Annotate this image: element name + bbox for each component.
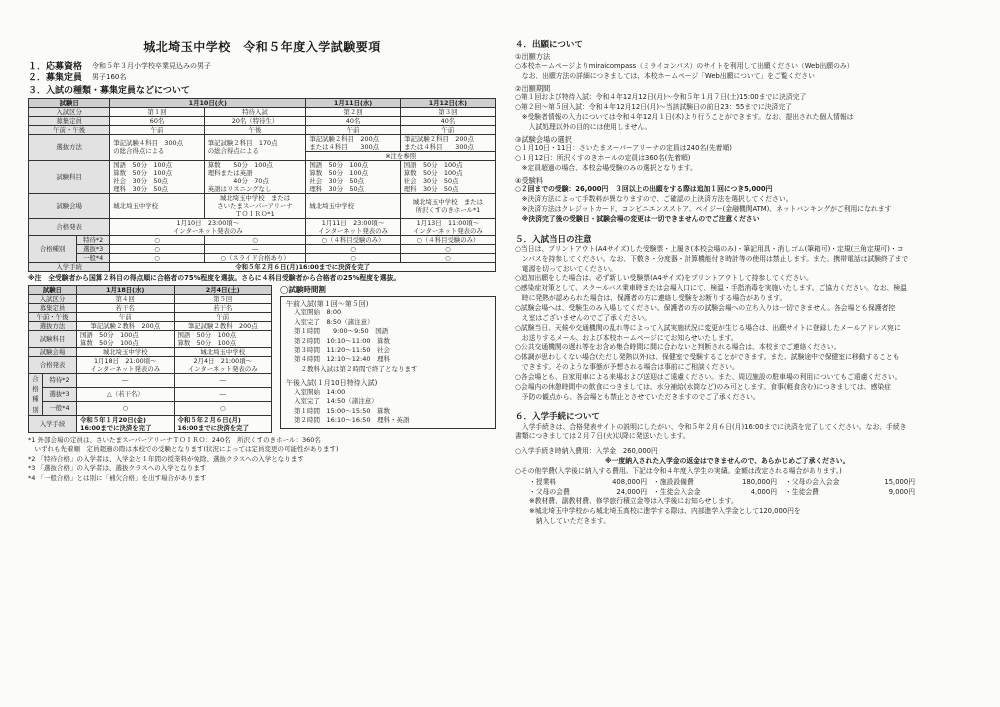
exam-table-1-header xyxy=(29,98,496,107)
table-row xyxy=(29,356,272,373)
exam-day-item: ○試験当日、天候や交通機関の乱れ等によって入試実施状況に変更が生じる場合は、出願サイトに登録したメールアドレス宛に お送りするメール、および本校ホームページにてお知らせいたします。 xyxy=(515,323,901,342)
eligibility-label: １．応募資格 xyxy=(28,62,83,73)
left-column xyxy=(28,40,496,483)
table-cell: △（若干名） xyxy=(77,387,175,401)
table-row xyxy=(29,401,272,415)
table-cell: 筆記試験２教科 200点 xyxy=(77,321,175,330)
table-cell: ― xyxy=(77,373,175,387)
fee-value: 15,000円 xyxy=(884,477,915,486)
table-cell: 第４回 xyxy=(77,294,175,303)
row-head: 午前・午後 xyxy=(29,312,77,321)
table-cell: ○（４科目受験のみ） xyxy=(400,235,495,244)
table-header: 2月4日(土) xyxy=(174,285,272,294)
table-cell: 第３回 xyxy=(400,107,495,116)
application-period-text: ○第１回および特待入試：令和４年12月12日(月)～令和５年１月７日(土)15:00までに決済完了 ○第２回～第５回入試：令和４年12月12日(月)～当該試験日の前日23：55までに決済完了 ※受験者情報の入力については令和４年12月１日(木)より行うことができます。なお、提出された個人情報は 入試処理以外の目的には使用しません。 xyxy=(515,93,854,131)
table-cell: 令和５年２月６日(月) 16:00までに決済を完了 xyxy=(174,415,272,432)
row-head: 入試区分 xyxy=(29,107,110,116)
table-cell: 2月4日 21:00頃～ インターネット発表のみ xyxy=(174,356,272,373)
exam-fee-notes: ※決済方法によって手数料が異なりますので、ご確認の上決済方法を選択してください。 ※決済方法はクレジットカード、コンビニエンスストア、ペイジー(金融機関ATM)、ネットバンキングがご利用になれます xyxy=(521,195,892,214)
table-cell: ○ xyxy=(204,235,306,244)
table-row xyxy=(29,116,496,125)
table-row xyxy=(29,193,496,218)
row-head: 募集定員 xyxy=(29,303,77,312)
table-row xyxy=(29,235,496,244)
table-row xyxy=(29,125,496,134)
table-cell: ○ xyxy=(306,253,400,262)
exam-table-2 xyxy=(28,285,272,433)
table-row xyxy=(29,387,272,401)
capacity-line xyxy=(28,73,496,84)
exam-day-item: ○試験会場へは、受験生のみ入場してください。保護者の方の試験会場への立ち入りは一切できません。各会場とも保護者控 え室はございませんのでご了承ください。 xyxy=(515,303,896,322)
table-cell: ― xyxy=(174,387,272,401)
fee-value: 180,000円 xyxy=(742,477,777,486)
row-head: 試験会場 xyxy=(29,347,77,356)
table-cell: 午前 xyxy=(306,125,400,134)
table-cell: 午前 xyxy=(400,125,495,134)
table-cell: ○ xyxy=(110,244,204,253)
exam-day-item: ○公共交通機関の遅れ等をお含め集合時間に間に合わないと判断される場合は、本校までご連絡ください。 xyxy=(515,343,841,352)
table-row xyxy=(29,160,496,193)
row-head: 選抜方法 xyxy=(29,134,110,160)
exam-day-heading: ５．入試当日の注意 xyxy=(515,234,592,245)
table-row xyxy=(29,262,496,271)
table-cell: 国語 50分 100点 算数 50分 100点 xyxy=(77,330,175,347)
enrollment-heading: ６．入学手続について xyxy=(515,412,600,423)
table-cell: ○ xyxy=(400,244,495,253)
row-head: 特待*2 xyxy=(77,235,110,244)
table-row xyxy=(29,321,272,330)
table-cell: 午前 xyxy=(110,125,204,134)
exam-day-item: ○当日は、プリントアウト(A4サイズ)した受験票・上履き(本校会場のみ)・筆記用具・消しゴム(筆箱可)・定規(三角定規可)・コ ンパスを持参してください。なお、下敷き・分度器・計算機能付き時計等の使用は禁止します。また、携帯電話は試験終了まで 電源を切っておいてください。 xyxy=(515,244,909,273)
timetable-pm-heading: 午後入試(１月10日特待入試) xyxy=(286,379,378,388)
row-head: 入試区分 xyxy=(29,294,77,303)
table-cell: 城北埼玉中学校 または 所沢くすのきホール*1 xyxy=(400,193,495,218)
table-cell: 城北埼玉中学校 xyxy=(174,347,272,356)
table-cell: 40名 xyxy=(400,116,495,125)
table-cell: 筆記試験４科目 300点 の総合得点による xyxy=(110,134,204,160)
row-head: 特待*2 xyxy=(43,373,77,387)
timetable-pm-lines: 入室開始 14:00 入室完了 14:50（諸注意） 第１時間 15:00～15:50 算数 第２時間 16:10～16:50 理科・英語 xyxy=(294,387,410,424)
table-row xyxy=(29,253,496,262)
capacity-text: 男子160名 xyxy=(92,73,127,82)
table-row xyxy=(29,294,272,303)
gokaku-head: 合格種別 xyxy=(29,235,77,262)
table-cell: ○ xyxy=(110,235,204,244)
other-fees-heading: ○その他学費(入学後に納入する費用。下記は令和４年度入学生の実績。金額は改定される場合があります。) xyxy=(515,466,842,475)
exam-day-item: ○追加出願をした場合は、必ず新しい受験票(A4サイズ)をプリントアウトして持参してください。 xyxy=(515,274,813,283)
timetable-am-lines: 入室開始 8:00 入室完了 8:50（諸注意） 第１時間 9:00～9:50 国語 第２時間 10:10～11:00 算数 第３時間 11:20～11:50 社会 第４時間 12:10～12:40 理科 ２教科入試は第２時間で終了となります xyxy=(294,308,418,373)
exam-fee-main: ○２回までの受験：26,000円 ３回以上の出願をする際は追加１回につき5,000円 xyxy=(515,185,773,194)
table-cell: 筆記試験２教科 200点 xyxy=(174,321,272,330)
table-row xyxy=(29,373,272,387)
venue-choice-heading: ③試験会場の選択 xyxy=(515,134,572,144)
timetable-box xyxy=(280,296,496,429)
timetable-title: ◯試験時間割 xyxy=(280,284,326,294)
table-header: 試験日 xyxy=(29,285,77,294)
exam-table-2-header xyxy=(29,285,272,294)
fee-row xyxy=(515,477,975,487)
exam-day-item: ○会場内の休憩時間中の飲食につきましては、水分補給(水筒など)のみ可とします。食事(軽食含む)につきましては、感染症 予防の観点から、各会場とも禁止とさせていただきますのでご了承ください。 xyxy=(515,382,891,401)
table-cell: 40名 xyxy=(306,116,400,125)
table-row xyxy=(29,303,272,312)
table-header: 1月10日(火) xyxy=(110,98,306,107)
table-cell: 20名（特待生） xyxy=(204,116,306,125)
timetable-block xyxy=(280,285,496,433)
exam-fee-heading: ④受験料 xyxy=(515,175,544,185)
fee-note: ※教材費、副教材費、修学旅行積立金等は入学後にお知らせします。 xyxy=(529,497,738,506)
fee-value: 408,000円 xyxy=(612,477,647,486)
table-cell: 城北埼玉中学校 xyxy=(77,347,175,356)
row-head: 試験科目 xyxy=(29,330,77,347)
fee-label: ・父母の会費 xyxy=(529,488,570,496)
table-cell: ― xyxy=(174,373,272,387)
table-cell: ○（４科目受験のみ） xyxy=(306,235,400,244)
table-cell: 算数 50分 100点 理科または英語 40分 70点 英語はリスニングなし xyxy=(204,160,306,193)
table-cell: 1月11日 23:00頃～ インターネット発表のみ xyxy=(306,218,400,235)
table-cell: 国語 50分 100点 算数 50分 100点 社会 30分 50点 理科 30分 50点 xyxy=(306,160,400,193)
capacity-label: ２．募集定員 xyxy=(28,73,83,84)
lower-left-block xyxy=(28,285,496,433)
exam-day-item: ○各会場とも、自家用車による来場および送迎はご遠慮ください。また、周辺施設の駐車場の利用についてもご遠慮ください。 xyxy=(515,372,902,381)
note-reference: ※注を参照 xyxy=(306,151,495,160)
exam-day-item: ○体調が思わしくない場合(ただし発熱以外)は、保健室で受験することができます。また、試験途中で保健室に移動することも できます。そのような事態が予想される場合は事前にご相談ください。 xyxy=(515,353,900,372)
table-cell: 午前 xyxy=(77,312,175,321)
row-head: 選抜*3 xyxy=(43,387,77,401)
row-head: 一般*4 xyxy=(43,401,77,415)
table-cell: 1月10日 23:00頃～ インターネット発表のみ xyxy=(110,218,306,235)
row-head: 合格発表 xyxy=(29,218,110,235)
table-cell: ○ xyxy=(174,401,272,415)
exam-table-1 xyxy=(28,98,496,272)
table-cell: ― xyxy=(204,244,306,253)
row-head: 選抜*3 xyxy=(77,244,110,253)
eligibility-line xyxy=(28,62,496,73)
table-cell: 若干名 xyxy=(174,303,272,312)
exam-types-heading: ３．入試の種類・募集定員などについて xyxy=(28,85,190,96)
table-cell: 国語 50分 100点 算数 50分 100点 xyxy=(174,330,272,347)
table-row xyxy=(29,107,496,116)
table-cell: 筆記試験２科目 170点 の総合得点による xyxy=(204,134,306,160)
fee-row xyxy=(515,487,975,497)
table-cell: 特待入試 xyxy=(204,107,306,116)
fee-value: 4,000円 xyxy=(750,488,777,496)
row-head: 選抜方法 xyxy=(29,321,77,330)
right-column xyxy=(515,40,975,527)
table-cell-text: 筆記試験２科目 200点 または４科目 300点 xyxy=(404,134,474,151)
table-cell: ○ xyxy=(77,401,175,415)
table-cell: 1月13日 11:00頃～ インターネット発表のみ xyxy=(400,218,495,235)
table-cell: 令和５年１月20日(金) 16:00までに決済を完了 xyxy=(77,415,175,432)
row-head: 試験科目 xyxy=(29,160,110,193)
table-cell: ○ xyxy=(400,253,495,262)
table-cell: ○ xyxy=(306,244,400,253)
row-head: 一般*4 xyxy=(77,253,110,262)
table-cell: 城北埼玉中学校 または さいたまスーパーアリーナ ＴＯＩＲＯ*1 xyxy=(204,193,306,218)
row-head: 試験会場 xyxy=(29,193,110,218)
exam-day-item: ○感染症対策として、スクールバス乗車時または会場入口にて、検温・手指消毒を実施いたします。ご協力ください。なお、検温 時に発熱が認められた場合は、保護者の方に連絡し受験をお断りする場合があります。 xyxy=(515,284,907,303)
enrollment-fee: ○入学手続き時納入費用：入学金 260,000円 xyxy=(515,447,658,456)
page-title: 城北埼玉中学校 令和５年度入学試験要項 xyxy=(143,40,381,54)
table-header: 1月18日(水) xyxy=(77,285,175,294)
table-row xyxy=(29,330,272,347)
row-head: 募集定員 xyxy=(29,116,110,125)
selection-note: ※注 全受験者から国算２科目の得点順に合格者の75%程度を選抜。さらに４科目受験者から合格者の25%程度を選抜。 xyxy=(28,273,401,282)
table-cell: 国語 50分 100点 算数 50分 100点 社会 30分 50点 理科 30分 50点 xyxy=(110,160,204,193)
fee-label: ・施設設備費 xyxy=(653,477,694,486)
fee-value: 24,000円 xyxy=(616,488,647,496)
table-row xyxy=(29,134,496,160)
table-cell: 若干名 xyxy=(77,303,175,312)
table-header: 1月12日(木) xyxy=(400,98,495,107)
venue-choice-text: ○１月10日・11日：さいたまスーパーアリーナの定員は240名(先着順) ○１月12日：所沢くすのきホールの定員は360名(先着順) ※定員超過の場合、本校会場受験のみの選択となります。 xyxy=(515,144,732,172)
application-period-heading: ②出願期間 xyxy=(515,83,551,93)
table-cell-text: 筆記試験２科目 200点 または４科目 300点 xyxy=(306,135,401,151)
table-cell: 第５回 xyxy=(174,294,272,303)
row-head: 入学手続 xyxy=(29,262,110,271)
fee-label: ・生徒会費 xyxy=(785,488,819,496)
table-row xyxy=(29,347,272,356)
table-cell: 60名 xyxy=(110,116,204,125)
row-head: 午前・午後 xyxy=(29,125,110,134)
application-heading: ４．出願について xyxy=(515,40,583,50)
table-header: 試験日 xyxy=(29,98,110,107)
row-head: 合格発表 xyxy=(29,356,77,373)
table-cell: 第１回 xyxy=(110,107,204,116)
row-head: 入学手続 xyxy=(29,415,77,432)
table-cell: 城北埼玉中学校 xyxy=(306,193,400,218)
timetable-am-heading: 午前入試(第１回～第５回) xyxy=(286,299,369,308)
table-cell xyxy=(306,134,496,160)
table-cell: 令和５年２月６日(月)16:00までに決済を完了 xyxy=(110,262,496,271)
eligibility-text: 令和５年３月小学校卒業見込みの男子 xyxy=(92,62,212,71)
table-cell: 国語 50分 100点 算数 50分 100点 社会 30分 50点 理科 30分 50点 xyxy=(400,160,495,193)
fee-value: 9,000円 xyxy=(888,488,915,496)
table-cell: 午後 xyxy=(204,125,306,134)
application-method-heading: ①出願方法 xyxy=(515,52,551,62)
footnotes: *1 外部会場の定員は、さいたまスーパーアリーナＴＯＩＲＯ：240名 所沢くすのきホール：360名 いずれも先着順 定員超過の際は本校での受験となります(状況によっては定員変更の可能性があります) *2 「特待合格」の入学者は、入学金と１年間の授業料が免除、選抜クラスへの入学となります *3 「選抜合格」の入学者は、選抜クラスへの入学となります *4 「一般合格」とは別に「補欠合格」を出す場合があります xyxy=(28,435,339,482)
table-row xyxy=(29,218,496,235)
fee-label: ・授業料 xyxy=(529,477,557,486)
table-cell: 城北埼玉中学校 xyxy=(110,193,204,218)
gokaku-head: 合格種別 xyxy=(29,373,43,415)
fee-label: ・父母の会入会金 xyxy=(785,477,840,486)
enrollment-intro: 入学手続きは、合格発表サイトの説明にしたがい、令和５年２月６日(月)16:00までに決済を完了してください。なお、手続き 書類につきましては２月７日(火)以降に発送いたします。 xyxy=(515,422,907,441)
table-cell: 午前 xyxy=(174,312,272,321)
table-header: 1月11日(水) xyxy=(306,98,400,107)
table-cell: 1月18日 21:00頃～ インターネット発表のみ xyxy=(77,356,175,373)
table-cell: ○（スライド合格あり） xyxy=(204,253,306,262)
table-row xyxy=(29,244,496,253)
table-cell: ○ xyxy=(110,253,204,262)
table-cell: 第２回 xyxy=(306,107,400,116)
exam-fee-warning: ※決済完了後の受験日・試験会場の変更は一切できませんのでご注意ください xyxy=(515,214,760,223)
table-row xyxy=(29,415,272,432)
table-row xyxy=(29,312,272,321)
fee-note: ※城北埼玉中学校から城北埼玉高校に進学する際は、内部進学入学金として120,000円を 納入していただきます。 xyxy=(529,507,801,525)
enrollment-fee-note: ※一度納入された入学金の返金はできませんので、あらかじめご了承ください。 xyxy=(605,457,850,466)
fee-label: ・生徒会入会金 xyxy=(653,488,701,496)
application-method-text: ○本校ホームページよりmiraicompass（ミライコンパス）のサイトを利用して出願ください（Web出願のみ） なお、出願方法の詳細につきましては、本校ホームページ「Web出願について」をご覧ください xyxy=(515,61,854,80)
